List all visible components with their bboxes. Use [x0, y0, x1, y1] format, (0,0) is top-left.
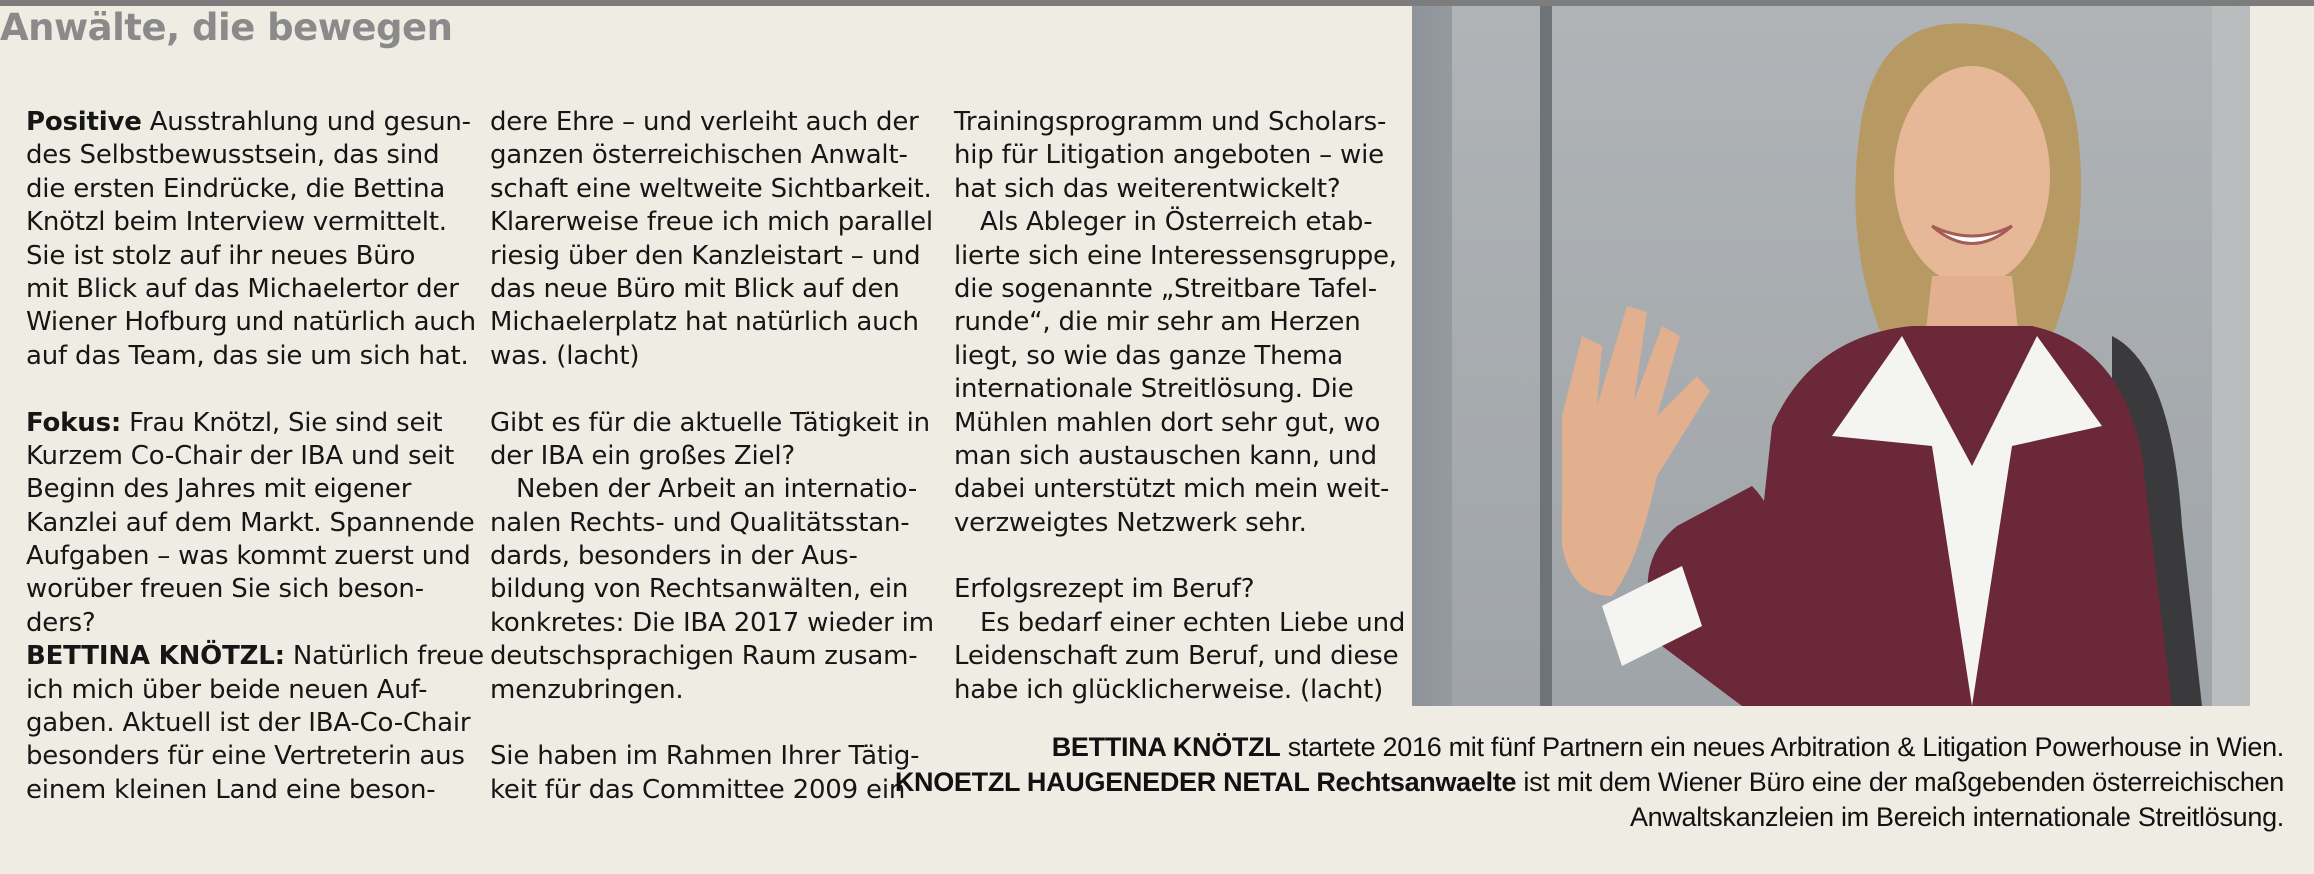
answer-label: BETTINA KNÖTZL:: [26, 641, 285, 672]
text-column-3: Trainingsprogramm und Scholars- hip für Litigation angeboten – wie hat sich das weiterentwickelt? Als Ableger in Österreich etab- lierte sich eine Interessensgruppe, die sogenannte „Streitbare Tafel- runde“, die mir sehr am Herzen liegt, so wie das ganze Thema internationale Streitlösung. Die Mühlen mahlen dort sehr gut, wo man sich austauschen kann, und dabei unterstützt mich mein weit- verzweigtes Netzwerk sehr. Erfolgsrezept im Beruf? Es bedarf einer echten Liebe und Leidenschaft zum Beruf, und diese habe ich glücklicherweise. (lacht): [954, 107, 1406, 705]
question-text: Erfolgsrezept im Beruf?: [954, 574, 1255, 605]
lead-word: Positive: [26, 107, 142, 137]
text-column-1: Positive Ausstrahlung und gesun- des Selbstbewusstsein, das sind die ersten Eindrücke, die Bettina Knötzl beim Interview vermittelt. Sie ist stolz auf ihr neues Büro mit Blick auf das Michaelertor der Wiener Hofburg und natürlich auch auf das Team, das sie um sich hat. Fokus: Frau Knötzl, Sie sind seit Kurzem Co-Chair der IBA und seit Beginn des Jahres mit eigener Kanzlei auf dem Markt. Spannende Aufgaben – was kommt zuerst und worüber freuen Sie sich beson- ders? BETTINA KNÖTZL: Natürlich freue ich mich über beide neuen Auf- gaben. Aktuell ist der IBA-Co-Chair besonders für eine Vertreterin aus einem kleinen Land eine beson-: [26, 107, 484, 805]
caption-firm: KNOETZL HAUGENEDER NETAL Rechtsanwaelte: [894, 767, 1517, 797]
portrait-photo: [1412, 6, 2250, 706]
question-text: Sie haben im Rahmen Ihrer Tätig-: [490, 741, 920, 772]
photo-caption: BETTINA KNÖTZL startete 2016 mit fünf Partnern ein neues Arbitration & Litigation Powerhouse in Wien. KNOETZL HAUGENEDER NETAL Rechtsanwaelte ist mit dem Wiener Büro eine der maßgebenden österreichischen Anwaltskanzleien im Bereich internationale Streitlösung.: [894, 732, 2284, 832]
face-shape: [1894, 66, 2050, 286]
portrait-illustration: [1412, 6, 2250, 706]
article-headline: Anwälte, die bewegen: [0, 6, 453, 49]
caption-name: BETTINA KNÖTZL: [1051, 732, 1281, 762]
text-column-2: dere Ehre – und verleiht auch der ganzen österreichischen Anwalt- schaft eine weltweite Sichtbarkeit. Klarerweise freue ich mich parallel riesig über den Kanzleistart – und das neue Büro mit Blick auf den Michaelerplatz hat natürlich auch was. (lacht) Gibt es für die aktuelle Tätigkeit in der IBA ein großes Ziel? Neben der Arbeit an internatio- nalen Rechts- und Qualitätsstan- dards, besonders in der Aus- bildung von Rechtsanwälten, ein konkretes: Die IBA 2017 wieder im deutschsprachigen Raum zusam- menzubringen. Sie haben im Rahmen Ihrer Tätig- keit für das Committee 2009 ein: [490, 107, 934, 805]
question-label: Fokus:: [26, 407, 122, 438]
question-text: Gibt es für die aktuelle Tätigkeit in: [490, 407, 930, 438]
